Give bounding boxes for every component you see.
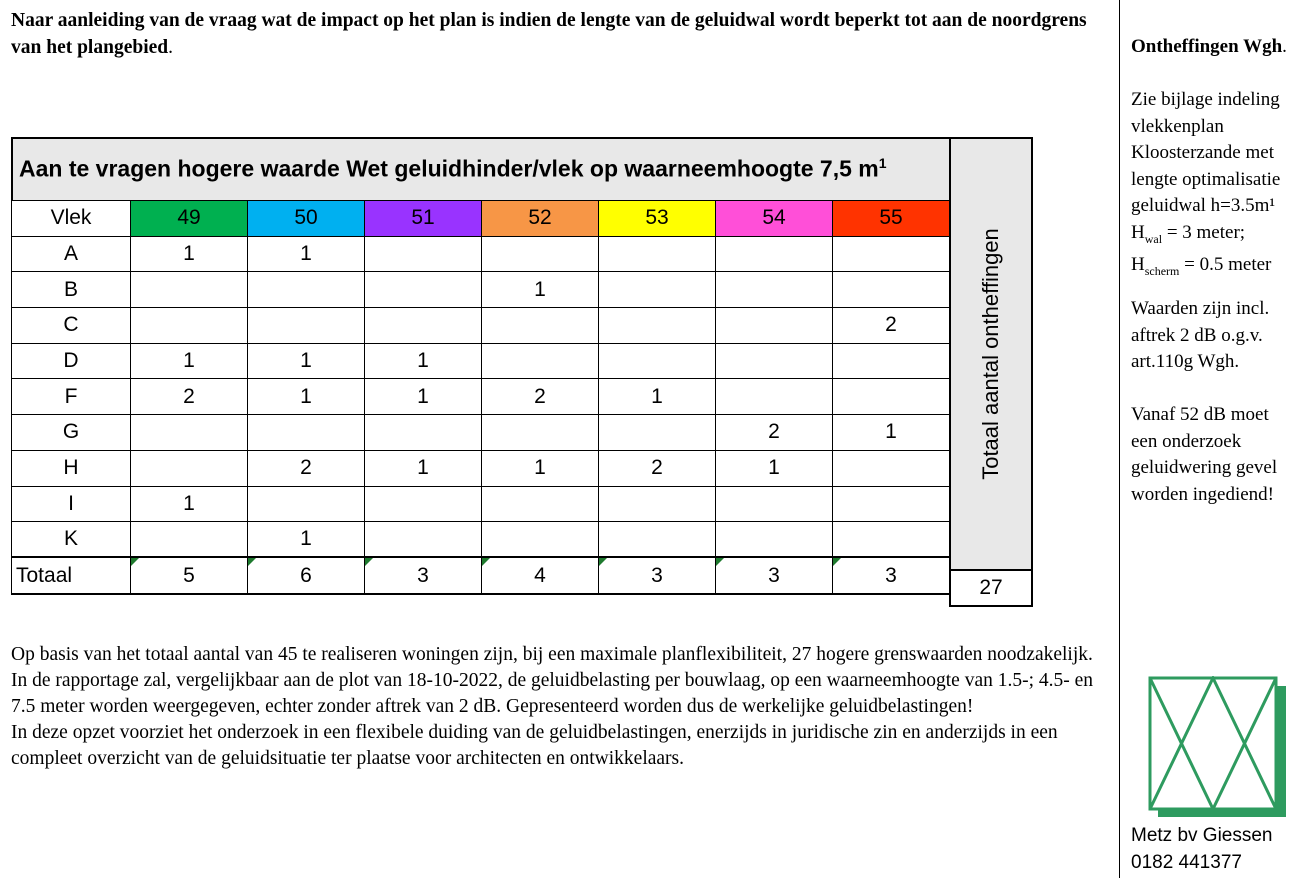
table-cell [833,379,950,415]
table-cell [833,236,950,272]
column-header-54: 54 [716,201,833,237]
ontheffingen-table [11,137,1035,608]
table-title-bar [11,137,949,201]
table-cell [248,272,365,308]
table-row [12,308,950,344]
table-cell [131,415,248,451]
table-cell [365,415,482,451]
vlek-label: C [12,308,131,344]
table-cell: 1 [131,343,248,379]
table-cell [599,415,716,451]
vlek-label: D [12,343,131,379]
table-row [12,379,950,415]
table-cell [833,343,950,379]
column-header-53: 53 [599,201,716,237]
body-paragraph-3: In deze opzet voorziet het onderzoek in een flexibele duiding van de geluidbelastingen, enerzijds in juridische zin en anderzijds in een compleet overzicht van de geluidsituatie ter plaatse voor architecten en ontwikkelaars. [11,722,1058,769]
company-phone: 0182 441377 [1131,851,1242,873]
table-cell: 1 [833,415,950,451]
column-header-49: 49 [131,201,248,237]
table-cell [716,486,833,522]
table-cell [131,308,248,344]
table-cell [248,415,365,451]
sidebar-line: een onderzoek [1131,430,1242,452]
table-cell [482,522,599,558]
body-text [11,642,1106,772]
column-header-50: 50 [248,201,365,237]
table-cell: 1 [131,236,248,272]
table-cell: 2 [716,415,833,451]
table-cell [599,236,716,272]
vlek-label: K [12,522,131,558]
table-cell [131,450,248,486]
column-header-52: 52 [482,201,599,237]
table-cell [365,486,482,522]
vlek-label: G [12,415,131,451]
table-row [12,450,950,486]
table-cell [599,486,716,522]
total-column-header [949,137,1033,569]
table-cell: 2 [599,450,716,486]
table-cell: 2 [833,308,950,344]
table-cell: 1 [716,450,833,486]
table-cell [482,486,599,522]
intro-heading [11,7,1101,61]
table-cell: 2 [131,379,248,415]
column-total: 3 [716,557,833,594]
sidebar-line: geluidwal h=3.5m¹ [1131,195,1276,216]
table-row [12,272,950,308]
sidebar-paragraph-1 [1131,87,1315,284]
sidebar-line: Kloosterzande met [1131,142,1274,163]
table-cell: 1 [365,343,482,379]
sidebar-title: Ontheffingen Wgh. [1131,36,1287,57]
column-total: 4 [482,557,599,594]
sidebar-line: Waarden zijn incl. [1131,298,1270,319]
table-row [12,415,950,451]
table-cell: 1 [248,236,365,272]
column-header-55: 55 [833,201,950,237]
table-cell [833,486,950,522]
sidebar-paragraph-3 [1131,402,1315,508]
table-cell: 1 [599,379,716,415]
table-cell [716,236,833,272]
vlek-label: B [12,272,131,308]
table-cell: 1 [365,379,482,415]
column-total: 6 [248,557,365,594]
table-cell [716,343,833,379]
table-cell [248,486,365,522]
table-cell: 1 [248,379,365,415]
sidebar-line: art.110g Wgh. [1131,351,1240,372]
table-cell [599,522,716,558]
table-row [12,522,950,558]
total-column-label: Totaal aantal ontheffingen [978,228,1003,480]
table-cell: 1 [482,272,599,308]
sidebar-line: vlekkenplan [1131,115,1224,137]
table-cell [365,236,482,272]
sidebar-line: Vanaf 52 dB moet [1131,404,1269,425]
hwal-line: $H_{wal} = 3$ meter; [1131,221,1246,246]
body-paragraph-2: In de rapportage zal, vergelijkbaar aan de plot van 18-10-2022, de geluidbelasting per bouwlaag, op een waarneemhoogte van 1.5-; 4.5- en 7.5 meter worden weergegeven, echter zonder aftrek van 2 dB. Gepresenteerd worden dus de werkelijke geluidbelastingen! [11,670,1094,717]
sidebar-line: geluidwering gevel [1131,457,1278,478]
table-cell [716,522,833,558]
sidebar-paragraph-2 [1131,296,1315,376]
table-cell [599,272,716,308]
table-cell [833,522,950,558]
totals-label: Totaal [12,557,131,594]
table-cell [365,522,482,558]
table-cell [482,343,599,379]
table-cell [482,236,599,272]
table-header-row [12,201,950,237]
table-grid [11,200,950,595]
table-cell [248,308,365,344]
company-name: Metz bv Giessen [1131,825,1273,846]
column-total: 3 [599,557,716,594]
table-cell [131,522,248,558]
intro-bold: Naar aanleiding van de vraag wat de impact op het plan is indien de lengte van de geluidwal wordt beperkt tot aan de noordgrens van het plangebied [11,10,1087,58]
table-cell [365,272,482,308]
table-title: Aan te vragen hogere waarde Wet geluidhinder/vlek op waarneemhoogte 7,5 $m^1$ [19,155,887,182]
vlek-label: F [12,379,131,415]
table-cell [599,343,716,379]
sidebar-line: worden ingediend! [1131,483,1274,505]
column-divider [1119,0,1120,878]
table-title-sup: 1 [878,155,887,171]
column-total: 5 [131,557,248,594]
table-cell: 1 [131,486,248,522]
intro-end: . [168,37,173,58]
table-row [12,343,950,379]
table-cell [482,415,599,451]
table-cell [599,308,716,344]
sidebar-line: Zie bijlage indeling [1131,89,1280,110]
vlek-header: Vlek [12,201,131,237]
table-cell: 2 [482,379,599,415]
table-cell [833,272,950,308]
table-cell [365,308,482,344]
table-cell [131,272,248,308]
table-cell: 1 [248,522,365,558]
column-total: 3 [833,557,950,594]
body-paragraph-1: Op basis van het totaal aantal van 45 te realiseren woningen zijn, bij een maximale planflexibiliteit, 27 hogere grenswaarden noodzakelijk. [11,644,1093,665]
company-logo [1142,676,1288,818]
table-row [12,236,950,272]
table-cell: 2 [248,450,365,486]
column-header-51: 51 [365,201,482,237]
vlek-label: H [12,450,131,486]
totals-row [12,557,950,594]
table-cell: 1 [248,343,365,379]
table-cell [716,308,833,344]
vlek-label: A [12,236,131,272]
hscherm-line: $H_{scherm} = 0.5$ meter [1131,253,1272,278]
company-footer [1131,823,1273,876]
column-total: 3 [365,557,482,594]
sidebar-line: aftrek 2 dB o.g.v. [1131,324,1263,346]
table-cell [716,272,833,308]
table-cell: 1 [482,450,599,486]
table-row [12,486,950,522]
vlek-label: I [12,486,131,522]
grand-total: 27 [949,569,1033,607]
table-cell [716,379,833,415]
table-cell: 1 [365,450,482,486]
table-cell [833,450,950,486]
table-cell [482,308,599,344]
sidebar-line: lengte optimalisatie [1131,168,1281,190]
